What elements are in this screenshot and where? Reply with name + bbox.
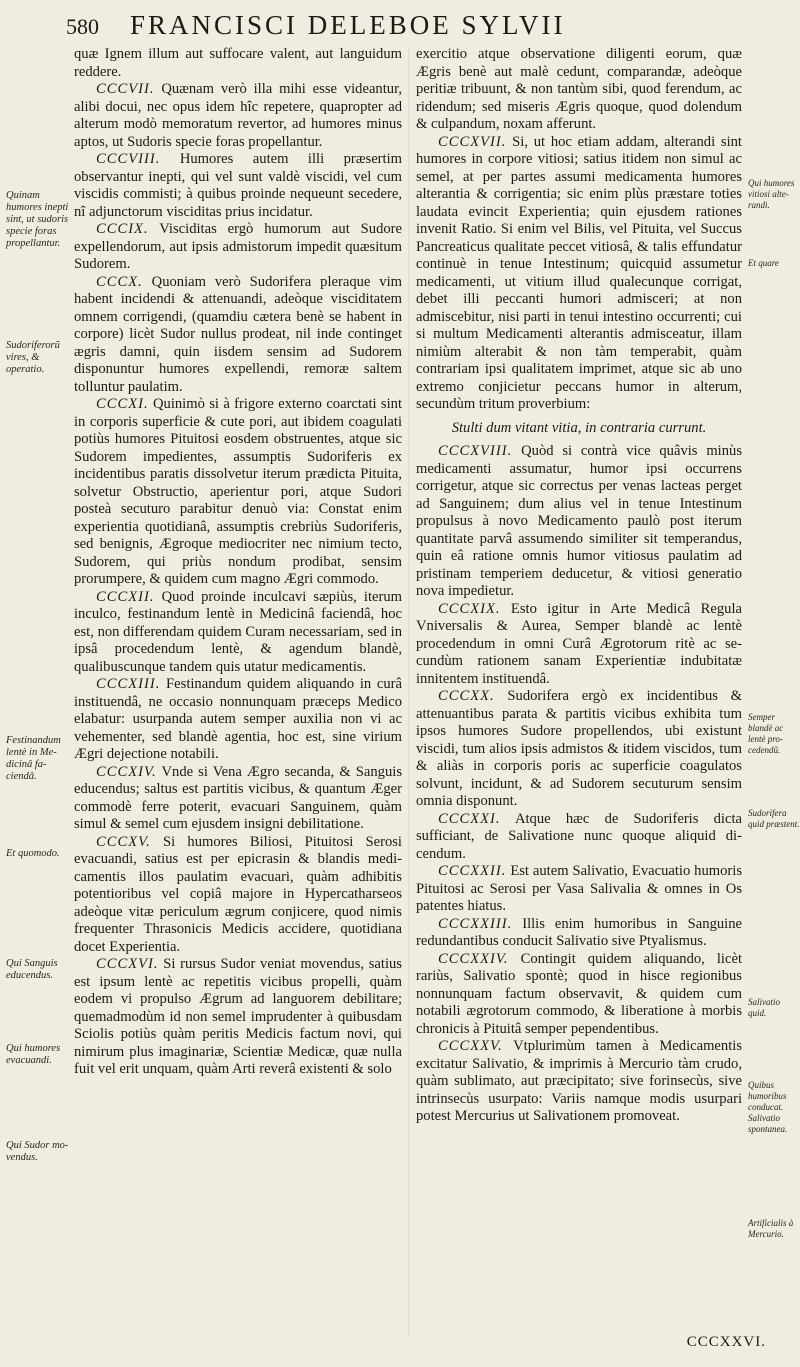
numbered-paragraph [74,589,402,677]
numbered-paragraph [74,396,402,589]
paragraph-text: Atque hæc de Sudoriferis dicta sufficiant, de Salivatione nunc quoque aliquid dicendum. [416,810,742,862]
margin-note: Sudoriferorũ vires, & operatio. [6,340,60,375]
paragraph-number: CCCIX. [96,221,149,237]
margin-note: Qui Sudor movendus. [6,1140,69,1163]
paragraph-number: CCCXVI. [96,956,159,972]
numbered-paragraph [74,956,402,1079]
numbered-paragraph [416,811,742,864]
paragraph-text: Quænam verò illa mihi esse videantur, alibi docui, nec opus idem hîc repetere, quapropter ad alterum modò memoratum revertor, ad humores minus aptos, ut Sudoris specie foras propellantur. [74,81,402,150]
paragraph-text: Est autem Salivatio, Evacuatio humoris Pituitosi ac Serosi per Vasa Salivalia & omnes in Os patentes hiatus. [416,863,742,914]
paragraph-number: CCCXVIII. [438,443,513,459]
paragraph-number: CCCXVII. [438,133,507,150]
running-title: FRANCISCI DELEBOE SYLVII [130,10,566,40]
paragraph-number: CCCXXIII. [438,915,513,932]
numbered-paragraph [74,274,402,397]
paragraph-text: Illis enim humoribus in Sanguine redundantibus conducit Salivatio sive Ptyalismus. [416,915,742,949]
numbered-paragraph [74,81,402,151]
continued-paragraph [416,46,742,134]
numbered-paragraph [416,601,742,689]
paragraph-number: CCCXXI. [438,810,501,827]
paragraph-text: Si rursus Sudor veniat movendus, satius est ipsum lentè ac repetitis vicibus propelli, quàm eodem vi propulso Ægrum ad languorem debilitare; quemadmodùm id non semel imprudenter à quibusdam Sciolis potiùs quàm peritis Medicis factum novi, qui nimirum plus imaginariæ, Scientiæ Medicæ, quæ nulla fuit vel erit unquam, quàm Arti reverâ existenti & solo [74,956,402,1077]
margin-note: Sudorifera quid præstent. [748,808,800,829]
paragraph-text: Quod proinde inculcavi sæpiùs, iterum inculco, festinandum lentè in Medicinâ faciendâ, hoc est, non differendam quidem Curam necessariam, sed in ipsâ procedendum lentè, & agendum blandè, qualibuscunque tandem quis utatur medicamentis. [74,588,402,675]
catchword: CCCXXVI. [686,1334,766,1350]
paragraph-text: exercitio atque observatione diligenti eorum, quæ Ægris benè aut malè cedunt, comparandæ, adeòque peritiæ tribuunt, & non tantùm sibi, quod ferendum, ac ridendum; sed miseris Ægris quoque, quod dolendum & culpandum, noxam afferunt. [416,46,742,132]
paragraph-number: CCCXIII. [96,676,161,692]
paragraph-number: CCCXXV. [438,1038,503,1054]
paragraph-text: Quinimò si à frigore externo coarctati sint in corporis superficie & cute pori, aut ibidem coagulati potiùs humores Pituitosi eosdem obstruentes, atque sic Sudorem impedientes, assumptis Sudoriferis ex incidentibus paratis dissolvetur iterum prædicta Pituita, solvetur Obstructio, aperientur pori, atque Sudori posteà secuturo parabitur denuò via: Constat enim experientia quotidianâ, assumptis crebriùs Sudoriferis, sed benignis, Ægroque mediocriter nec nimium tecto, Sudorem, qui priùs nondum prodibat, sensim prorumpere, & quidem cum magno Ægri commodo. [74,396,402,587]
paragraph-text: Contingit quidem aliquando, licèt rariùs, Salivatio spontè; quod in hisce regionibus nonnunquam factum observavit, & quidem cum notabili ægrotorum commodo, & liberatione à morbis chronicis à Pituitâ semper pependentibus. [416,950,742,1037]
proverb-verse [416,420,742,438]
margin-note: Qui humores vitiosi alterandi. [748,178,795,210]
paragraph-text: Sudorifera ergò ex incidentibus & attenuantibus parata & partitis vicibus exhibita tum ipsos humores Sudore propellendos, ubi existunt viscidi, tum alios ipsis admistos & itidem viscidos, tum & aliàs in corporis poris ac superficie coagulatos solvunt, incidunt, & ad Sudorem secuturum sensim omnia disponunt. [416,688,742,809]
paragraph-number: CCCX. [96,273,143,290]
right-text-column [416,46,742,1126]
paragraph-text: Visciditas ergò humorum aut Sudore expellendorum, aut ipsis admistorum impedit quæsitum Sudorem. [74,221,402,272]
paragraph-number: CCCVII. [96,81,155,97]
numbered-paragraph [74,834,402,957]
paragraph-text: Esto igitur in Arte Medicâ Regula Vniversalis & Aurea, Semper blandè ac lentè procedendum in omni Curâ Ægrotorum ritè ac secundùm rationem sanam Experientiæ indubitatæ innitentem instituendâ. [416,600,742,687]
margin-note: Quinam humores inepti sint, ut sudoris specie foras propellantur. [6,190,69,249]
numbered-paragraph [74,764,402,834]
margin-note: Artificialis à Mercurio. [748,1218,794,1239]
paragraph-text: Si, ut hoc etiam addam, alterandi sint humores in corpore vitiosi; satius itidem non simul ac semel, at per partes assumi medicamenta humores alterantia & corrigentia; sic enim plùs præstare toties laudata evincit Experientia; quin ejusdem rationes invenit Ratio. Si enim vel Bilis, vel Pituita, vel Succus Pancreaticus qualitate peccet vitiosâ, & talis effundatur continuè in tenue Intestinum; quicquid assumetur medicamenti, ut vitium illud qualecunque corrigat, debet illi peccanti humori admisceri; at non admiscebitur, nisi parti in tenui intestino occurrenti; cui si multum Medicamenti alterantis admisceatur, illam nimiùm alterabit & non tàm temperabit, quàm contrariam ipsi qualitatem imprimet, atque sic ab uno extremo conjicietur peccans humor in alterum, secundùm tritum proverbium: [416,133,742,412]
page-number: 580 [66,14,99,39]
paragraph-number: CCCXI. [96,396,149,412]
numbered-paragraph [416,863,742,916]
margin-note: Et quomodo. [6,848,60,859]
paragraph-number: CCCVIII. [96,151,161,167]
paragraph-number: CCCXII. [96,588,155,605]
page-header [66,10,766,44]
numbered-paragraph [416,443,742,601]
paragraph-text: Quoniam verò Sudorifera pleraque vim habent incidendi & attenuandi, adeòque visciditatem omnem corrigendi, (quamdiu cætera benè se habent in corpore) licèt Sudor nullus prodeat, nil inde continget ægris damni, quin iisdem sensim ad Sudorem disponuntur humores expellendi, remoræ saltem tolluntur paulatim. [74,273,402,395]
margin-note: Et quare [748,258,779,268]
margin-note: Festinandum lentè in Medicinâ faciendâ. [6,735,61,782]
margin-note: Qui humores evacuandi. [6,1043,61,1066]
paragraph-number: CCCXXII. [438,863,507,879]
numbered-paragraph [74,676,402,764]
paragraph-text: Stulti dum vitant vitia, in contraria currunt. [451,419,707,436]
margin-note: Qui Sanguis educendus. [6,958,58,981]
paragraph-text: quæ Ignem illum aut suffocare valent, aut languidum reddere. [74,46,402,80]
paragraph-number: CCCXIX. [438,600,501,617]
paragraph-text: Vtplurimùm tamen à Medicamentis excitatur Salivatio, & imprimis à Mercurio tàm crudo, quàm sublimato, aut præcipitato; sive forinsecùs, sive intrinsecùs usurpato: Variis namque modis usurpari potest Mercurius ut Salivationem promoveat. [416,1038,742,1124]
margin-note: Quibus humoribus conducat. Salivatio spontanea. [748,1080,788,1134]
paragraph-number: CCCXV. [96,833,151,850]
paragraph-text: Quòd si contrà vice quâvis minùs medicamenti assumatur, humor ipsi occurrens corrigetur, atque sic correctus per venas lacteas perget ad Sanguinem; dum alius vel in tenue Intestinum propulsus à novo Medicamento paulò post iterum quantitate parvâ assumendo similiter sit temperandus, quin eâ ratione omnis humor vitiosus paulatim ad pristinam temperiem deducetur, & vitiosi generatio nova impedietur. [416,443,742,599]
continued-paragraph [74,46,402,81]
numbered-paragraph [74,221,402,274]
paragraph-number: CCCXX. [438,688,495,704]
numbered-paragraph [416,1038,742,1126]
paragraph-text: Festinandum quidem aliquando in curâ instituendâ, ne occasio nonnunquam præceps Medico elabatur: usurpanda autem semper auxilia non vi ac vehementer, sed blandè agentia, hoc est, sine virium Ægri dejectione notabili. [74,676,402,762]
paragraph-text: Humores autem illi præsertim observantur inepti, qui vel sunt valdè viscidi, vel cum viscidis commisti; à quibus proinde nequeunt secedere, nî adjunctorum visciditas prius incidatur. [74,151,402,220]
column-gutter [408,46,409,1336]
paragraph-text: Si humores Biliosi, Pituitosi Serosi evacuandi, satius est per epicrasin & blandis medicamentis illos paulatim evacuari, quàm adhibitis potentioribus vel copiâ majore in Hypercatharseos adeòque vitæ periculum ægrum conjicere, quod nimis frequenter Thrasonicis Medicis accidere, quotidiana docet Experientia. [74,833,402,955]
numbered-paragraph [416,134,742,414]
margin-note: Semper blandè ac lentè procedendũ. [748,712,784,755]
numbered-paragraph [416,688,742,811]
paragraph-number: CCCXIV. [96,763,157,780]
paragraph-text: Vnde si Vena Ægro secanda, & Sanguis educendus; saltus est partitis vicibus, & quantum Æger commodè ferre poterit, evacuari Sanguinem, quàm simul & semel cum ejusdem insigni debilitatione. [74,763,402,832]
paragraph-number: CCCXXIV. [438,950,509,967]
numbered-paragraph [74,151,402,221]
margin-note: Salivatio quid. [748,997,780,1018]
numbered-paragraph [416,916,742,951]
left-text-column [74,46,402,1079]
numbered-paragraph [416,951,742,1039]
